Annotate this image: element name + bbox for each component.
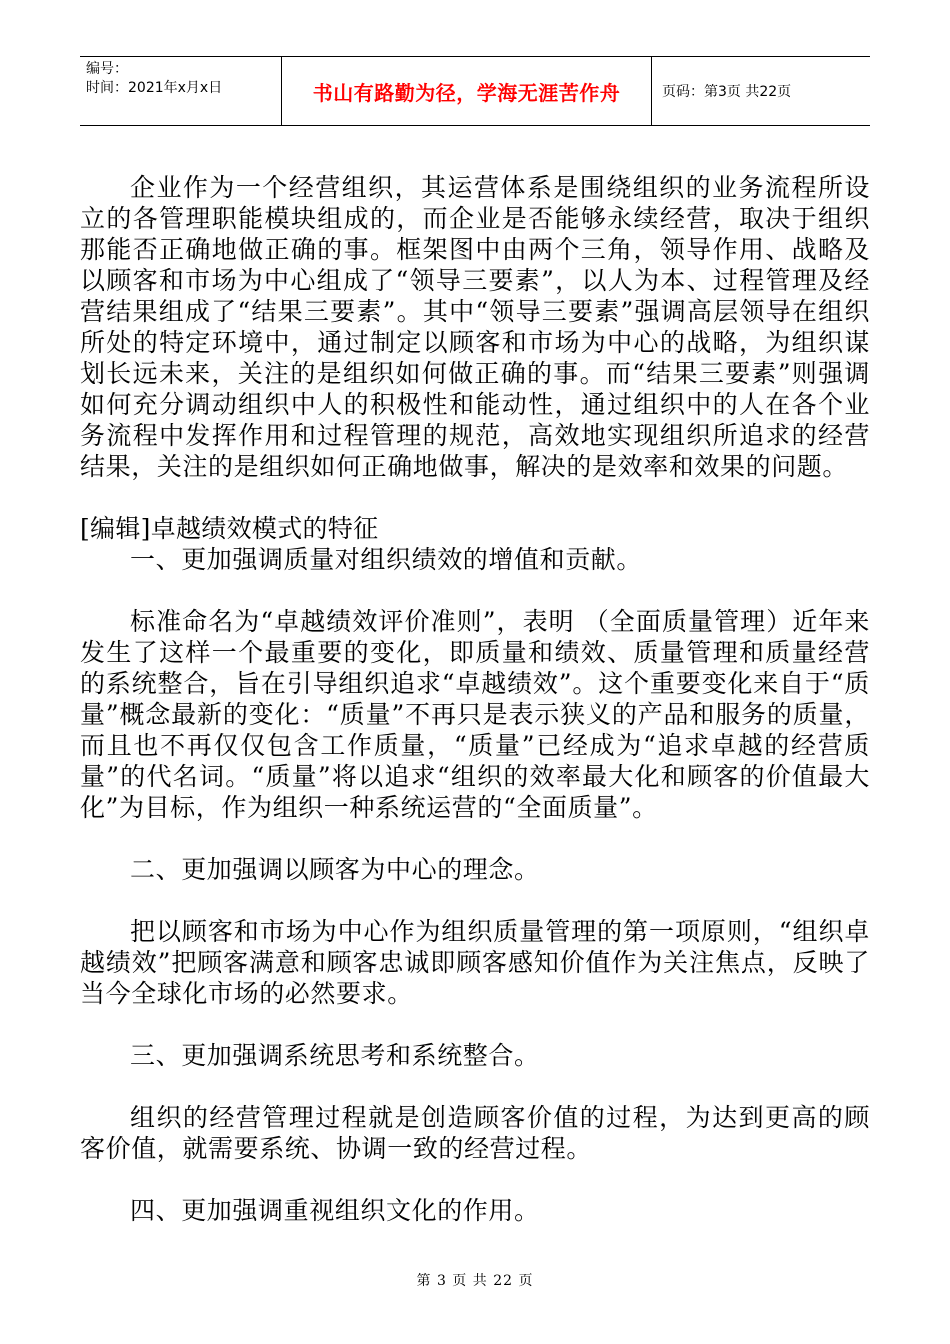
- spacer: [80, 575, 870, 606]
- time-label: 时间：2021年x月x日: [86, 80, 223, 96]
- header-page-info: 页码：第3页 共22页: [662, 84, 792, 100]
- feature-heading-4: 四、更加强调重视组织文化的作用。: [130, 1196, 540, 1225]
- spacer: [80, 1164, 870, 1195]
- number-label: 编号：: [86, 61, 128, 77]
- paragraph-intro: 企业作为一个经营组织，其运营体系是围绕组织的业务流程所设立的各管理职能模块组成的，而企业是否能够永续经营，取决于组织那能否正确地做正确的事。框架图中由两个三角，领导作用、战略及以顾客和市场为中心组成了“领导三要素”，以人为本、过程管理及经营结果组成了“结果三要素”。其中“领导三要素”强调高层领导在组织所处的特定环境中，通过制定以顾客和市场为中心的战略，为组织谋划长远未来，关注的是组织如何做正确的事。而“结果三要素”则强调如何充分调动组织中人的积极性和能动性，通过组织中的人在各个业务流程中发挥作用和过程管理的规范，高效地实现组织所追求的经营结果，关注的是组织如何正确地做事，解决的是效率和效果的问题。: [80, 173, 870, 481]
- feature-heading-1: 一、更加强调质量对组织绩效的增值和贡献。: [130, 545, 643, 574]
- paragraph-feature-2: 把以顾客和市场为中心作为组织质量管理的第一项原则，“组织卓越绩效”把顾客满意和顾客忠诚即顾客感知价值作为关注焦点，反映了当今全球化市场的必然要求。: [80, 917, 870, 1008]
- paragraph-feature-1: 标准命名为“卓越绩效评价准则”，表明 （全面质量管理）近年来发生了这样一个最重要的变化，即质量和绩效、质量管理和质量经营的系统整合，旨在引导组织追求“卓越绩效”。这个重要变化来自于“质量”概念最新的变化：“质量”不再只是表示狭义的产品和服务的质量，而且也不再仅仅包含工作质量，“质量”已经成为“追求卓越的经营质量”的代名词。“质量”将以追求“组织的效率最大化和顾客的价值最大化”为目标，作为组织一种系统运营的“全面质量”。: [80, 607, 870, 822]
- header-meta: [80, 57, 282, 125]
- spacer: [80, 1071, 870, 1102]
- header-motto: 书山有路勤为径，学海无涯苦作舟: [282, 57, 652, 125]
- spacer: [80, 1009, 870, 1040]
- document-body: [80, 172, 870, 1226]
- paragraph-feature-3: 组织的经营管理过程就是创造顾客价值的过程，为达到更高的顾客价值，就需要系统、协调一致的经营过程。: [80, 1103, 870, 1163]
- header-table: [80, 56, 870, 126]
- feature-heading-3: 三、更加强调系统思考和系统整合。: [130, 1041, 540, 1070]
- section-heading: [编辑]卓越绩效模式的特征: [80, 514, 379, 543]
- feature-heading-2: 二、更加强调以顾客为中心的理念。: [130, 855, 540, 884]
- spacer: [80, 823, 870, 854]
- page-footer: 第 3 页 共 22 页: [416, 1273, 534, 1289]
- spacer: [80, 482, 870, 513]
- spacer: [80, 885, 870, 916]
